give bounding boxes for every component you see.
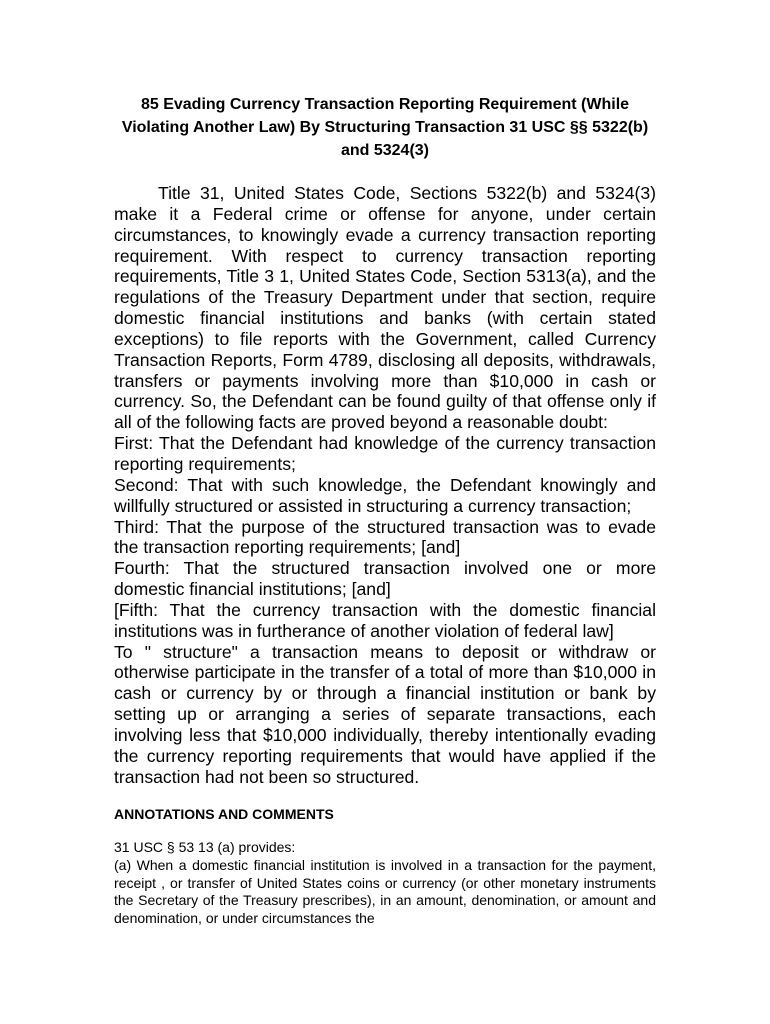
- element-fifth: [Fifth: That the currency transaction with the domestic financial institutions was in furtherance of another violation of federal law]: [114, 599, 656, 641]
- element-second: Second: That with such knowledge, the Defendant knowingly and willfully structured or assisted in structuring a currency transaction;: [114, 474, 656, 516]
- structure-definition: To " structure" a transaction means to deposit or withdraw or otherwise participate in the transfer of a total of more than $10,000 in cash or currency by or through a financial institution or bank by setting up or arranging a series of separate transactions, each involving less that $10,000 individually, thereby intentionally evading the currency reporting requirements that would have applied if the transaction had not been so structured.: [114, 641, 656, 787]
- citation-intro: 31 USC § 53 13 (a) provides:: [114, 839, 296, 856]
- intro-paragraph: Title 31, United States Code, Sections 5322(b) and 5324(3) make it a Federal crime or offense for anyone, under certain circumstances, to knowingly evade a currency transaction reporting requirement. With respect to currency transaction reporting requirements, Title 3 1, United States Code, Section 5313(a), and the regulations of the Treasury Department under that section, require domestic financial institutions and banks (with certain stated exceptions) to file reports with the Government, called Currency Transaction Reports, Form 4789, disclosing all deposits, withdrawals, transfers or payments involving more than $10,000 in cash or currency. So, the Defendant can be found guilty of that offense only if all of the following facts are proved beyond a reasonable doubt:: [114, 183, 656, 433]
- citation-text: (a) When a domestic financial institution is involved in a transaction for the payment, receipt , or transfer of United States coins or currency (or other monetary instruments the Secretary of the Treasury prescribes), in an amount, denomination, or amount and denomination, or under circumstances the: [114, 857, 656, 926]
- document-title: 85 Evading Currency Transaction Reporting Requirement (While Violating Another Law) By Structuring Transaction 31 USC §§ 5322(b) and 5324(3): [121, 96, 649, 159]
- element-third: Third: That the purpose of the structured transaction was to evade the transaction reporting requirements; [and]: [114, 516, 656, 558]
- document-page: [114, 93, 656, 927]
- element-first: First: That the Defendant had knowledge of the currency transaction reporting requirements;: [114, 433, 656, 474]
- annotations-heading: ANNOTATIONS AND COMMENTS: [114, 806, 334, 823]
- element-fourth: Fourth: That the structured transaction involved one or more domestic financial institutions; [and]: [114, 558, 656, 600]
